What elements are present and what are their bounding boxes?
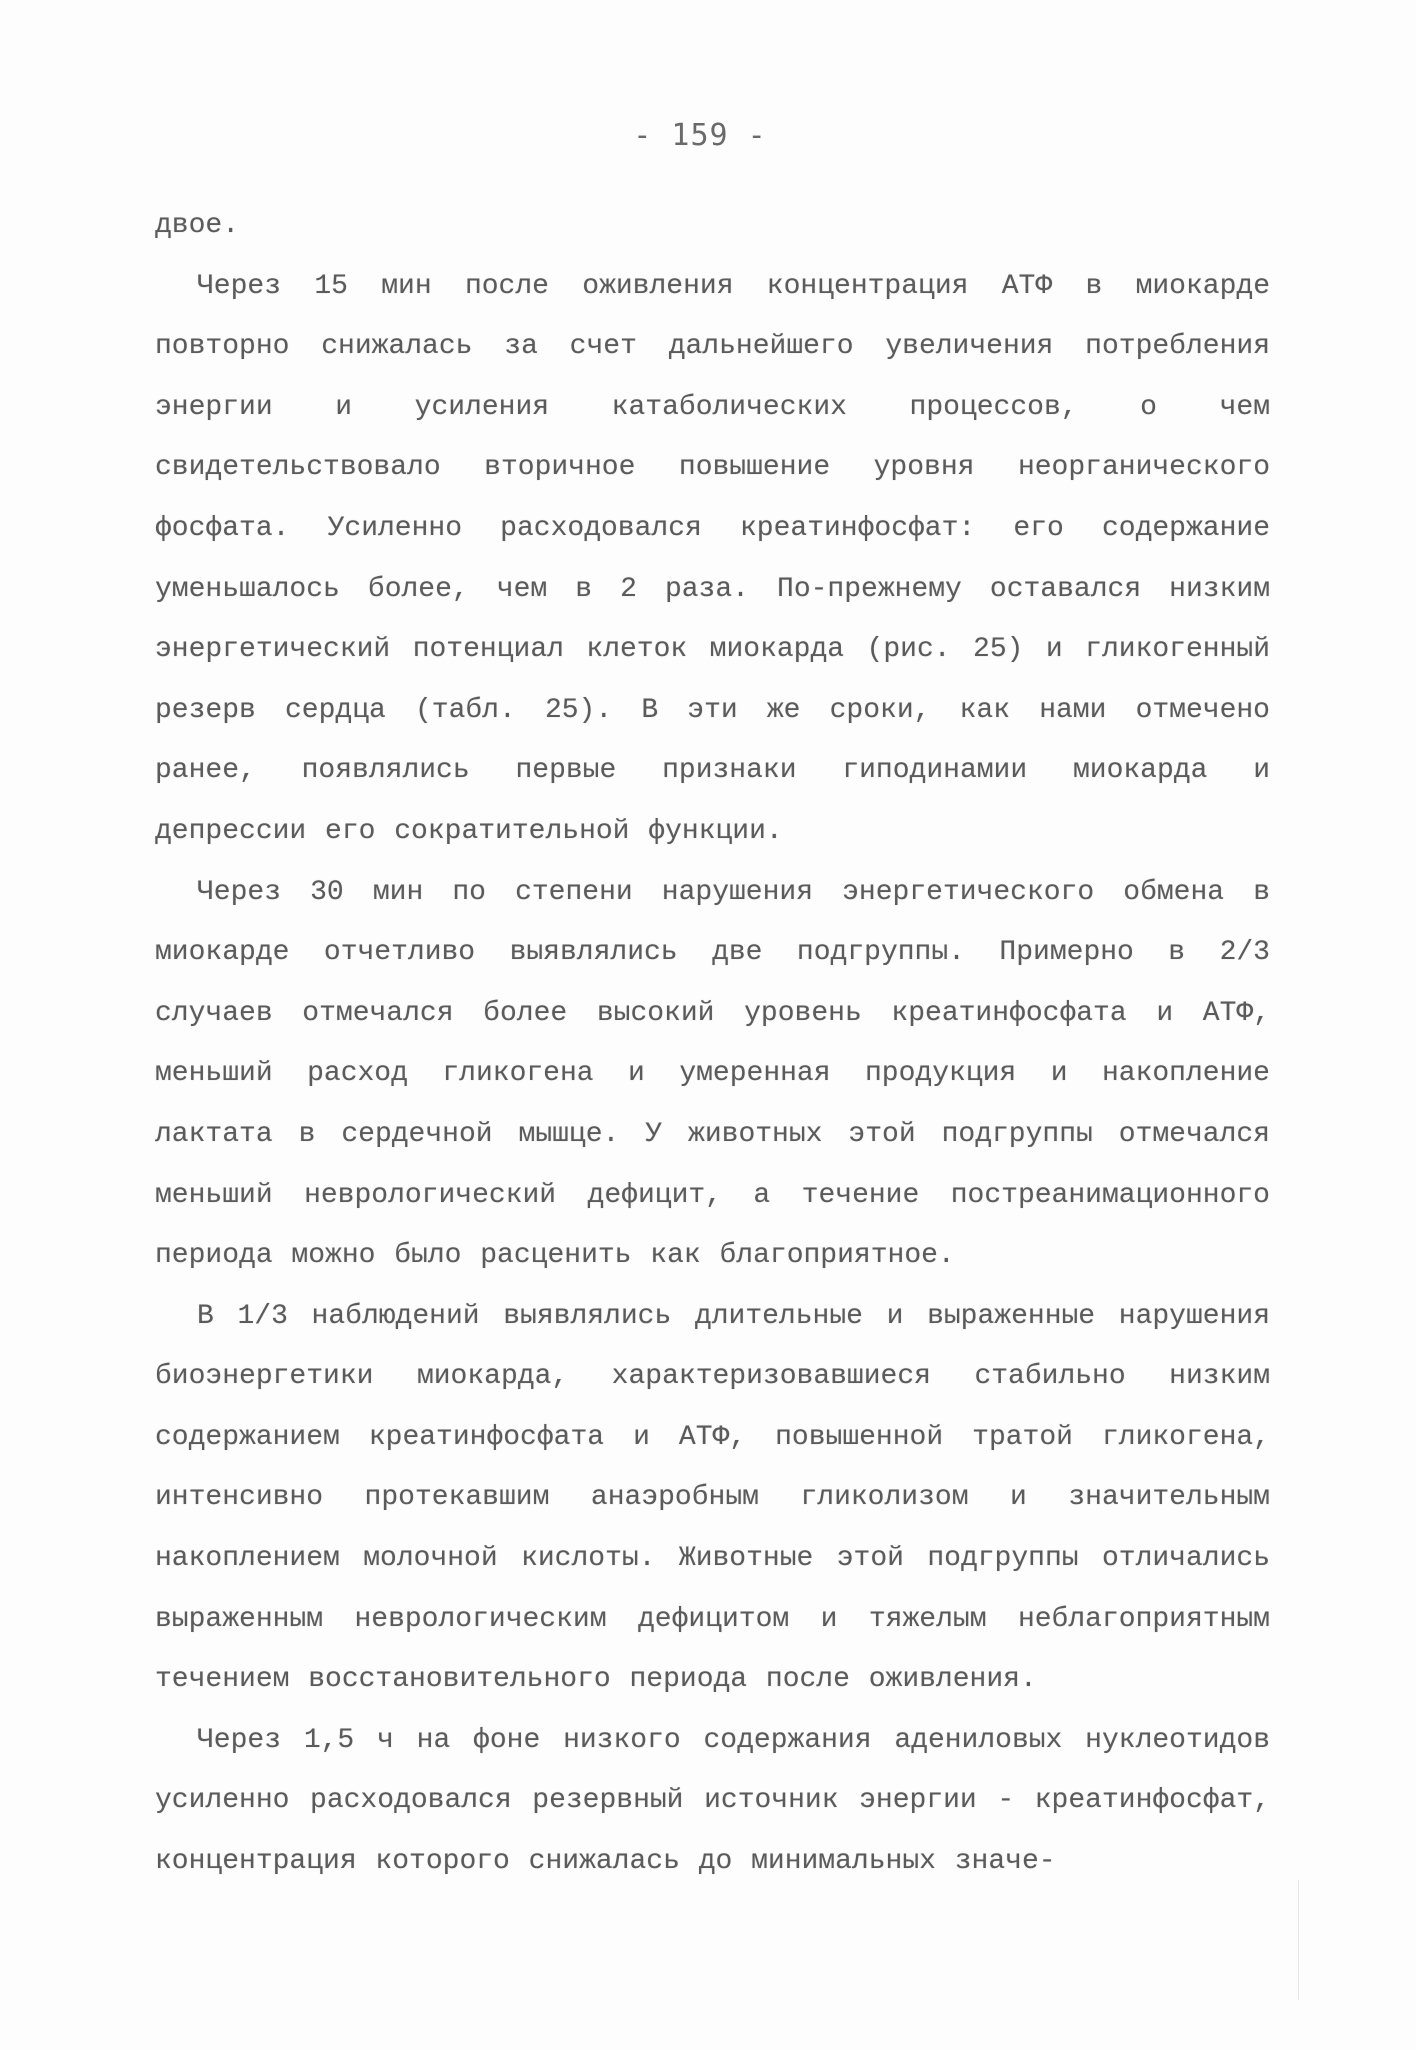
body-text	[155, 196, 1270, 1893]
paragraph-30-min: Через 30 мин по степени нарушения энергетического обмена в миокарде отчетливо выявлялись две подгруппы. Примерно в 2/3 случаев отмечался более высокий уровень креатинфосфата и АТФ, меньший расход гликогена и умеренная продукция и накопление лактата в сердечной мышце. У животных этой подгруппы отмечался меньший неврологический дефицит, а течение постреанимационного периода можно было расценить как благоприятное.	[155, 876, 1270, 1272]
paragraph-15-min: Через 15 мин после оживления концентрация АТФ в миокарде повторно снижалась за счет дальнейшего увеличения потребления энергии и усиления катаболических процессов, о чем свидетельствовало вторичное повышение уровня неорганического фосфата. Усиленно расходовался креатинфосфат: его содержание уменьшалось более, чем в 2 раза. По-прежнему оставался низким энергетический потенциал клеток миокарда (рис. 25) и гликогенный резерв сердца (табл. 25). В эти же сроки, как нами отмечено ранее, появлялись первые признаки гиподинамии миокарда и депрессии его сократительной функции.	[155, 270, 1270, 847]
paragraph-continuation: двое.	[155, 210, 240, 241]
paragraph-one-third: В 1/3 наблюдений выявлялись длительные и выраженные нарушения биоэнергетики миокарда, характеризовавшиеся стабильно низким содержанием креатинфосфата и АТФ, повышенной тратой гликогена, интенсивно протекавшим анаэробным гликолизом и значительным накоплением молочной кислоты. Животные этой подгруппы отличались выраженным неврологическим дефицитом и тяжелым неблагоприятным течением восстановительного периода после оживления.	[155, 1300, 1270, 1696]
paragraph-1-5-hours: Через 1,5 ч на фоне низкого содержания адениловых нуклеотидов усиленно расходовался резервный источник энергии - креатинфосфат, концентрация которого снижалась до минимальных значе-	[155, 1724, 1270, 1878]
scan-margin-line	[1298, 1880, 1299, 2000]
page-number: - 159 -	[633, 118, 767, 153]
